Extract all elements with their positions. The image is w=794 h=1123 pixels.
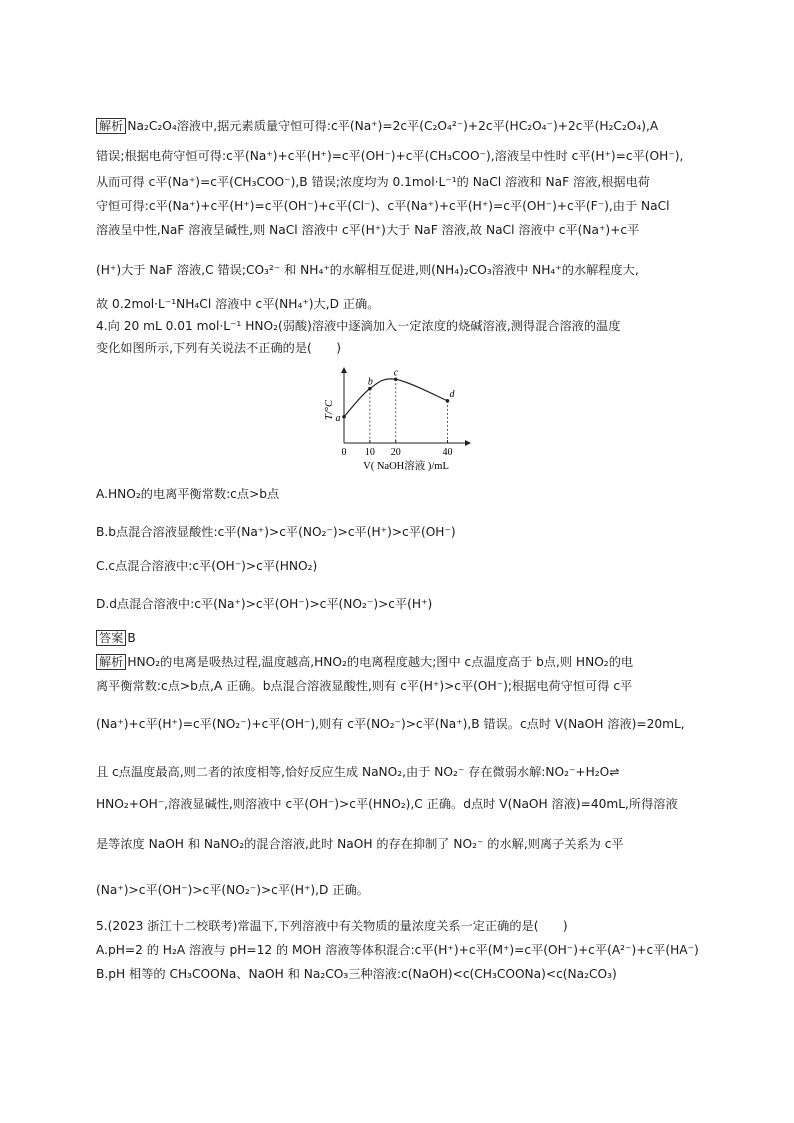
line-text: HNO₂的电离是吸热过程,温度越高,HNO₂的电离程度越大;图中 c点温度高于 b点,则 HNO₂的电 <box>127 655 634 669</box>
option-b: B.b点混合溶液显酸性:c平(Na⁺)>c平(NO₂⁻)>c平(H⁺)>c平(OH⁻) <box>96 525 456 539</box>
x-tick-label: 40 <box>442 447 453 458</box>
option-d: D.d点混合溶液中:c平(Na⁺)>c平(OH⁻)>c平(NO₂⁻)>c平(H⁺) <box>96 597 433 611</box>
text-line-1 <box>96 118 658 134</box>
option-c: C.c点混合溶液中:c平(OH⁻)>c平(HNO₂) <box>96 559 318 573</box>
analysis-line-5: HNO₂+OH⁻,溶液显碱性,则溶液中 c平(OH⁻)>c平(HNO₂),C 正确。d点时 V(NaOH 溶液)=40mL,所得溶液 <box>96 797 678 811</box>
temperature-chart <box>318 360 478 475</box>
line-text: Na₂C₂O₄溶液中,据元素质量守恒可得:c平(Na⁺)=2c平(C₂O₄²⁻)+2c平(HC₂O₄⁻)+2c平(H₂C₂O₄),A <box>127 119 659 133</box>
y-axis-label: T/°C <box>324 400 335 420</box>
question-4-line-1: 4.向 20 mL 0.01 mol·L⁻¹ HNO₂(弱酸)溶液中逐滴加入一定浓度的烧碱溶液,测得混合溶液的温度 <box>96 319 621 333</box>
analysis-line-2: 离平衡常数:c点>b点,A 正确。b点混合溶液显酸性,则有 c平(H⁺)>c平(OH⁻);根据电荷守恒可得 c平 <box>96 679 633 693</box>
text-line-7: 故 0.2mol·L⁻¹NH₄Cl 溶液中 c平(NH₄⁺)大,D 正确。 <box>96 297 380 311</box>
analysis-tag: 解析 <box>96 118 126 134</box>
analysis-line-3: (Na⁺)+c平(H⁺)=c平(NO₂⁻)+c平(OH⁻),则有 c平(NO₂⁻)>c平(Na⁺),B 错误。c点时 V(NaOH 溶液)=20mL, <box>96 717 685 731</box>
x-tick-label: 20 <box>390 447 401 458</box>
question-5-option-b: B.pH 相等的 CH₃COONa、NaOH 和 Na₂CO₃三种溶液:c(NaOH)<c(CH₃COONa)<c(Na₂CO₃) <box>96 967 617 981</box>
question-5-line-1: 5.(2023 浙江十二校联考)常温下,下列溶液中有关物质的量浓度关系一定正确的是( ) <box>96 919 568 933</box>
point-a <box>342 415 346 419</box>
point-label-b: b <box>367 376 373 388</box>
analysis-line-1 <box>96 654 633 670</box>
question-4-line-2: 变化如图所示,下列有关说法不正确的是( ) <box>96 341 341 355</box>
option-a: A.HNO₂的电离平衡常数:c点>b点 <box>96 487 280 501</box>
point-label-a: a <box>335 412 341 424</box>
text-line-2: 错误;根据电荷守恒可得:c平(Na⁺)+c平(H⁺)=c平(OH⁻)+c平(CH₃COO⁻),溶液呈中性时 c平(H⁺)=c平(OH⁻), <box>96 149 684 163</box>
analysis-line-4: 且 c点温度最高,则二者的浓度相等,恰好反应生成 NaNO₂,由于 NO₂⁻ 存在微弱水解:NO₂⁻+H₂O⇌ <box>96 765 620 779</box>
text-line-6: (H⁺)大于 NaF 溶液,C 错误;CO₃²⁻ 和 NH₄⁺的水解相互促进,则(NH₄)₂CO₃溶液中 NH₄⁺的水解程度大, <box>96 263 639 277</box>
answer-tag: 答案 <box>96 630 126 646</box>
analysis-tag: 解析 <box>96 654 126 670</box>
point-label-c: c <box>393 367 399 379</box>
analysis-line-7: (Na⁺)>c平(OH⁻)>c平(NO₂⁻)>c平(H⁺),D 正确。 <box>96 883 369 897</box>
point-label-d: d <box>449 388 455 400</box>
answer-line <box>96 630 136 646</box>
x-tick-label: 10 <box>364 447 375 458</box>
question-5-option-a: A.pH=2 的 H₂A 溶液与 pH=12 的 MOH 溶液等体积混合:c平(H⁺)+c平(M⁺)=c平(OH⁻)+c平(A²⁻)+c平(HA⁻) <box>96 943 699 957</box>
x-axis-label: V( NaOH溶液 )/mL <box>363 461 449 472</box>
answer-text: B <box>127 631 136 645</box>
origin-label: 0 <box>341 447 347 458</box>
text-line-5: 溶液呈中性,NaF 溶液呈碱性,则 NaCl 溶液中 c平(H⁺)大于 NaF 溶液,故 NaCl 溶液中 c平(Na⁺)+c平 <box>96 223 640 237</box>
analysis-line-6: 是等浓度 NaOH 和 NaNO₂的混合溶液,此时 NaOH 的存在抑制了 NO₂⁻ 的水解,则离子关系为 c平 <box>96 837 624 851</box>
text-line-3: 从而可得 c平(Na⁺)=c平(CH₃COO⁻),B 错误;浓度均为 0.1mol·L⁻¹的 NaCl 溶液和 NaF 溶液,根据电荷 <box>96 175 650 189</box>
text-line-4: 守恒可得:c平(Na⁺)+c平(H⁺)=c平(OH⁻)+c平(Cl⁻)、c平(Na⁺)+c平(H⁺)=c平(OH⁻)+c平(F⁻),由于 NaCl <box>96 199 670 213</box>
